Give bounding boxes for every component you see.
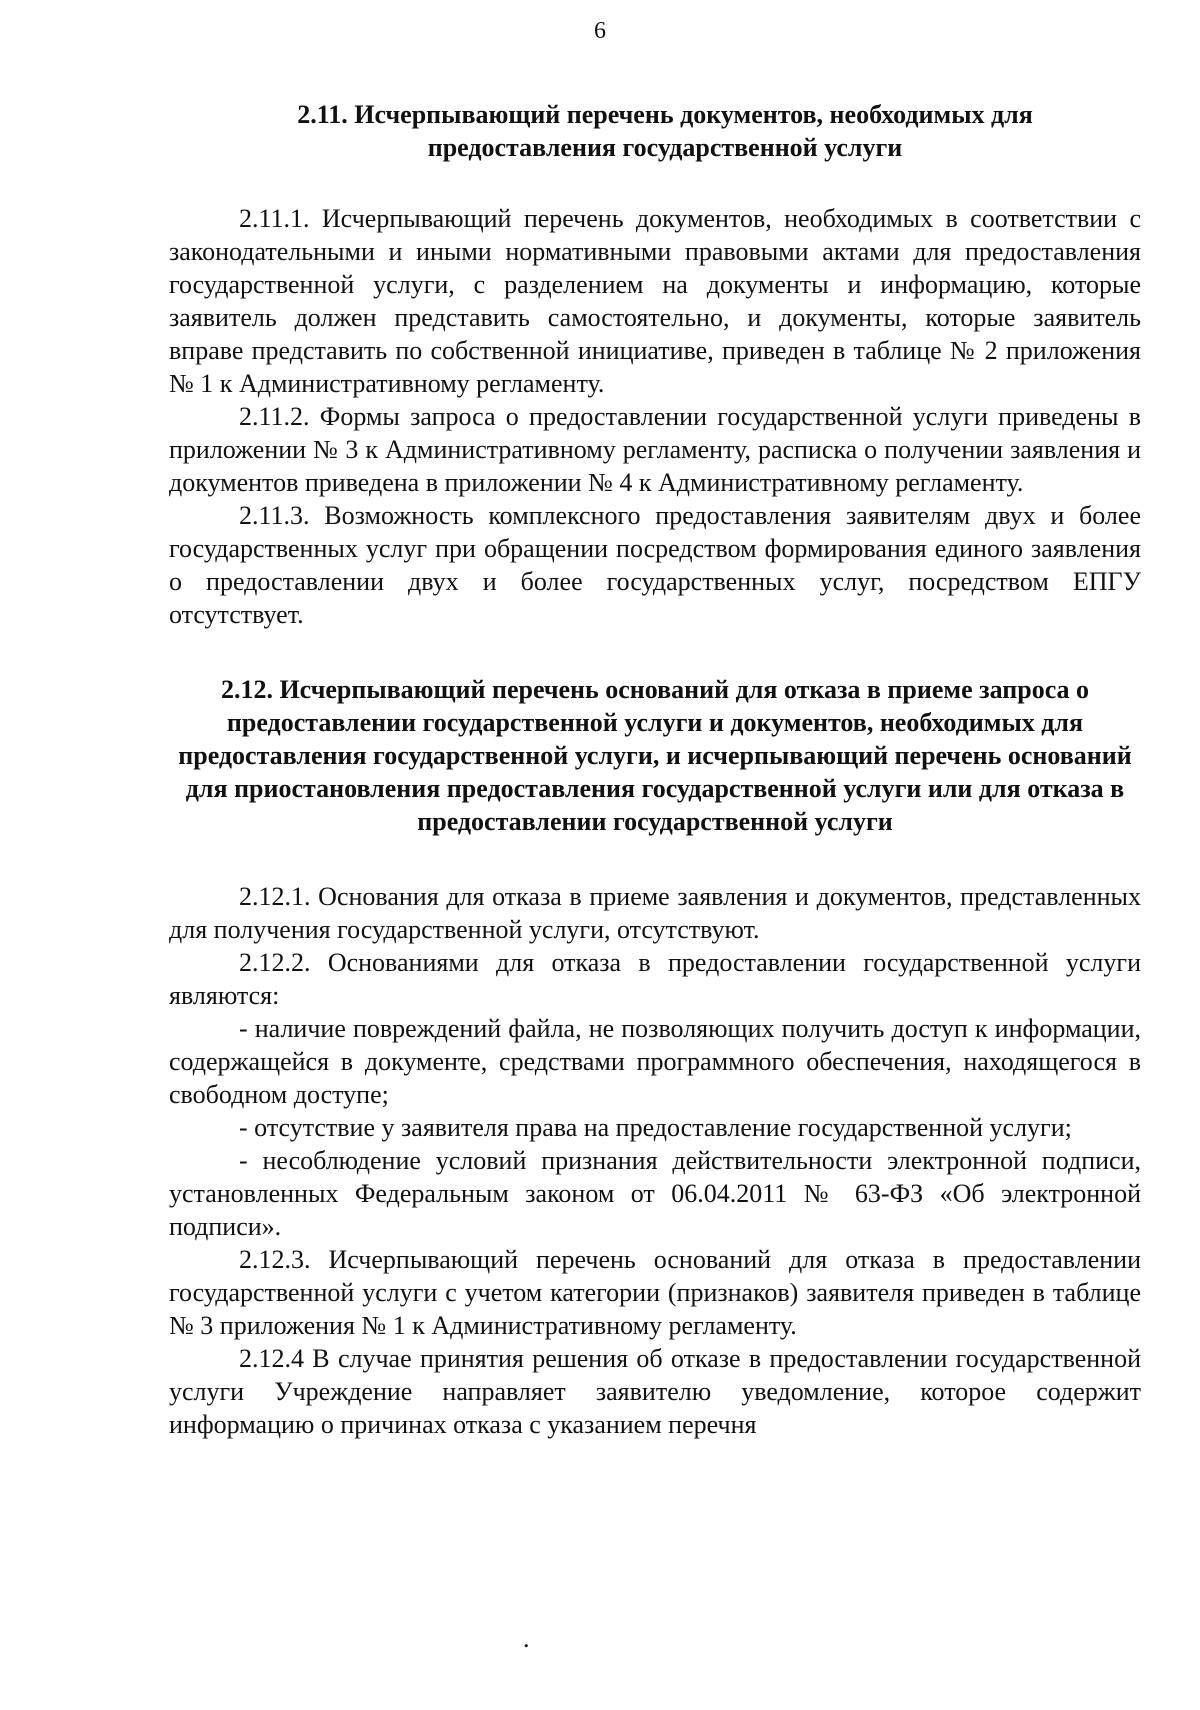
list-item-signature: - несоблюдение условий признания действительности электронной подписи, установленных Федеральным законом от 06.04.2011 № 63-ФЗ «Об электронной подписи». [169, 1146, 1141, 1241]
paragraph-2-11-3: 2.11.3. Возможность комплексного предоставления заявителям двух и более государственных услуг при обращении посредством формирования единого заявления о предоставлении двух и более государственных услуг, посредством ЕПГУ отсутствует. [169, 501, 1141, 629]
paragraph-2-12-2: 2.12.2. Основаниями для отказа в предоставлении государственной услуги являются: [169, 948, 1141, 1010]
list-item-file-damage: - наличие повреждений файла, не позволяющих получить доступ к информации, содержащейся в документе, средствами программного обеспечения, находящегося в свободном доступе; [169, 1014, 1141, 1109]
footer-mark: . [523, 1624, 530, 1653]
paragraph-2-12-4: 2.12.4 В случае принятия решения об отказе в предоставлении государственной услуги Учреждение направляет заявителю уведомление, которое содержит информацию о причинах отказа с указанием перечня [169, 1344, 1141, 1439]
document-body [169, 98, 1141, 1441]
paragraph-2-12-3: 2.12.3. Исчерпывающий перечень оснований для отказа в предоставлении государственной услуги с учетом категории (признаков) заявителя приведен в таблице № 3 приложения № 1 к Административному регламенту. [169, 1245, 1141, 1340]
page-number: 6 [594, 18, 606, 44]
list-item-no-right: - отсутствие у заявителя права на предоставление государственной услуги; [239, 1113, 1072, 1142]
paragraph-2-11-2: 2.11.2. Формы запроса о предоставлении государственной услуги приведены в приложении № 3 к Административному регламенту, расписка о получении заявления и документов приведена в приложении № 4 к Административному регламенту. [169, 402, 1141, 497]
paragraph-2-12-1: 2.12.1. Основания для отказа в приеме заявления и документов, представленных для получения государственной услуги, отсутствуют. [169, 882, 1141, 944]
section-2-12-heading: 2.12. Исчерпывающий перечень оснований для отказа в приеме запроса о предоставлении государственной услуги и документов, необходимых для предоставления государственной услуги, и исчерпывающий перечень оснований для приостановления предоставления государственной услуги или для отказа в предоставлении государственной услуги [178, 675, 1132, 836]
section-2-11-heading: 2.11. Исчерпывающий перечень документов, необходимых для предоставления государственной услуги [297, 100, 1033, 162]
paragraph-2-11-1: 2.11.1. Исчерпывающий перечень документов, необходимых в соответствии с законодательными и иными нормативными правовыми актами для предоставления государственной услуги, с разделением на документы и информацию, которые заявитель должен представить самостоятельно, и документы, которые заявитель вправе представить по собственной инициативе, приведен в таблице № 2 приложения № 1 к Административному регламенту. [169, 204, 1141, 398]
